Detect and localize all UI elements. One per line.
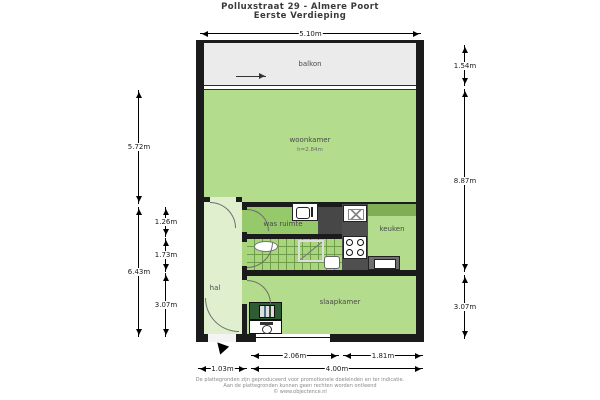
dimension-right-slaapkamer: 3.07m (464, 275, 465, 339)
dimension-inner-3: 3.07m (165, 273, 166, 337)
dimension-total-width: 5.10m (200, 33, 421, 34)
disclaimer-footer (0, 377, 600, 395)
dimension-bottom-row2-left: 1.03m (198, 368, 247, 369)
dimension-right-balkon: 1.54m (464, 45, 465, 86)
title-address: Polluxstraat 29 - Almere Poort (221, 2, 379, 12)
dimension-left-lower: 6.43m (138, 207, 139, 337)
toilet-icon (260, 322, 273, 333)
dimension-inner-2: 1.73m (165, 238, 166, 272)
dimension-inner-1: 1.26m (165, 207, 166, 237)
bath-icon (324, 256, 340, 269)
boiler-icon (259, 305, 275, 318)
title-floor: Eerste Verdieping (253, 11, 347, 21)
washing-machine-icon (292, 203, 318, 221)
room-label-slaapkamer: slaapkamer (319, 298, 361, 306)
floorplan-canvas (196, 40, 424, 342)
room-label-was-ruimte: was ruimte (263, 220, 303, 228)
disclaimer-line-2: Aan de plattegronden kunnen geen rechten worden ontleend (223, 383, 377, 389)
room-label-balkon: balkon (298, 60, 322, 68)
dimension-right-main: 8.87m (464, 89, 465, 272)
page-title (0, 3, 600, 21)
shaft-closet (318, 207, 342, 234)
dimension-bottom-row1-left: 2.06m (251, 355, 339, 356)
toilet-room (249, 320, 282, 334)
kitchen-sink-icon (343, 205, 367, 222)
sliding-door-arrow-right-icon (236, 76, 266, 77)
shower-icon (298, 240, 324, 262)
boiler-closet (249, 302, 282, 320)
dimension-bottom-row1-right: 1.81m (343, 355, 423, 356)
stove-icon (343, 236, 367, 259)
room-woonkamer (204, 90, 416, 202)
copyright-line: © www.objectence.nl (273, 389, 327, 395)
dimension-bottom-row2-right: 4.00m (251, 368, 423, 369)
room-label-woonkamer: woonkamer (289, 136, 331, 144)
disclaimer-line-1: De plattegronden zijn geproduceerd voor promotionele doeleinden en ter indicatie. (195, 377, 405, 383)
window (256, 334, 330, 342)
room-label-hal: hal (209, 284, 221, 292)
oven-icon (368, 256, 400, 270)
kitchen-worktop (368, 204, 416, 216)
room-label-keuken: keuken (379, 225, 405, 233)
dimension-left-upper: 5.72m (138, 90, 139, 204)
room-height-woonkamer: h=2.84m (297, 147, 323, 153)
